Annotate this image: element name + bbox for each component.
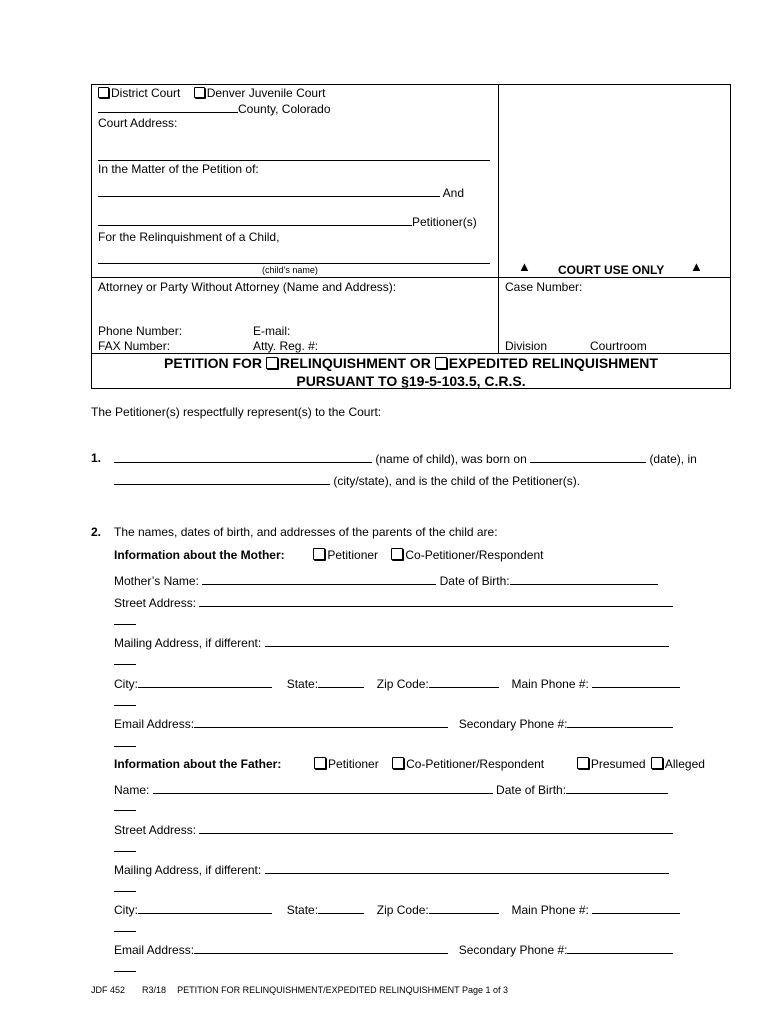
father-name-input[interactable] (153, 782, 493, 794)
father-city-input[interactable] (138, 902, 272, 914)
father-email-cont[interactable] (114, 971, 136, 972)
mother-heading: Information about the Mother: (114, 548, 285, 562)
phone-label: Phone Number: (98, 324, 183, 338)
date-in-label: (date), in (649, 452, 697, 466)
father-street-row (114, 822, 673, 837)
father-state-input[interactable] (318, 902, 364, 914)
father-street-input[interactable] (199, 822, 673, 834)
attorney-label: Attorney or Party Without Attorney (Name and Address): (98, 280, 397, 294)
footer-title: PETITION FOR RELINQUISHMENT/EXPEDITED RELINQUISHMENT (177, 985, 460, 995)
father-street-cont[interactable] (114, 851, 136, 852)
mother-copetitioner-label: Co-Petitioner/Respondent (405, 548, 544, 562)
county-label: County, Colorado (238, 102, 331, 116)
district-court-label: District Court (111, 86, 181, 100)
mother-city-row (114, 676, 680, 691)
father-petitioner-label: Petitioner (328, 757, 379, 771)
mother-email-cont[interactable] (114, 746, 136, 747)
petitioner-2-field[interactable] (98, 214, 412, 226)
father-mailing-input[interactable] (265, 862, 669, 874)
mother-street-row (114, 595, 673, 610)
address-rule (98, 160, 490, 161)
item-1-line1 (114, 451, 697, 466)
father-zip-label: Zip Code: (376, 903, 429, 917)
case-number-label: Case Number: (505, 280, 583, 294)
fax-label: FAX Number: (98, 339, 171, 353)
mother-copetitioner-checkbox[interactable] (391, 548, 403, 560)
caption-rule-1 (91, 277, 731, 278)
mother-name-row (114, 573, 658, 588)
father-dob-label: Date of Birth: (496, 783, 567, 797)
and-line (98, 185, 464, 200)
denver-juvenile-label: Denver Juvenile Court (206, 86, 326, 100)
district-court-checkbox[interactable] (98, 87, 109, 98)
mother-mailing-row (114, 635, 669, 650)
father-email-row (114, 942, 673, 957)
atty-reg-label: Atty. Reg. #: (253, 339, 319, 353)
father-heading: Information about the Father: (114, 757, 282, 771)
mother-state-label: State: (286, 677, 319, 691)
child-name-field[interactable] (98, 263, 490, 264)
relinquishment-checkbox[interactable] (266, 357, 278, 369)
petitioners-label: Petitioner(s) (412, 215, 477, 229)
father-name-cont[interactable] (114, 810, 136, 811)
item-1-line2 (114, 473, 580, 488)
petitioner-1-field[interactable] (98, 185, 440, 197)
mother-mailing-input[interactable] (265, 635, 669, 647)
footer (91, 985, 508, 995)
father-heading-row (114, 757, 705, 771)
intro-text: The Petitioner(s) respectfully represent(s) to the Court: (91, 405, 382, 419)
mother-email-label: Email Address: (114, 717, 195, 731)
mothers-name-input[interactable] (202, 573, 436, 585)
court-options (98, 86, 325, 100)
mother-street-label: Street Address: (114, 596, 197, 610)
mother-petitioner-label: Petitioner (327, 548, 379, 562)
matter-label: In the Matter of the Petition of: (98, 162, 259, 176)
father-name-label: Name: (114, 783, 150, 797)
petitioners-line (98, 214, 477, 229)
father-secondary-input[interactable] (567, 942, 673, 954)
birth-city-input[interactable] (114, 473, 330, 485)
division-label: Division (505, 339, 548, 353)
mother-mailing-cont[interactable] (114, 664, 136, 665)
court-address-label: Court Address: (98, 116, 178, 130)
father-secondary-label: Secondary Phone #: (458, 943, 568, 957)
email-label: E-mail: (253, 324, 291, 338)
denver-juvenile-checkbox[interactable] (194, 87, 205, 98)
relinquishment-label: For the Relinquishment of a Child, (98, 230, 280, 244)
mother-heading-row (114, 548, 543, 562)
father-name-row (114, 782, 668, 797)
childs-name-caption: (child’s name) (262, 265, 318, 275)
mother-zip-input[interactable] (429, 676, 499, 688)
triangle-left-icon: ▲ (518, 259, 531, 274)
form-title-line2: PURSUANT TO §19-5-103.5, C.R.S. (296, 373, 526, 389)
mother-secondary-label: Secondary Phone #: (458, 717, 568, 731)
mother-city-input[interactable] (138, 676, 272, 688)
title-part-b: RELINQUISHMENT OR (279, 355, 435, 371)
footer-revision: R3/18 (142, 985, 167, 995)
father-copetitioner-label: Co-Petitioner/Respondent (406, 757, 545, 771)
mothers-name-label: Mother’s Name: (114, 574, 199, 588)
mother-dob-input[interactable] (510, 573, 658, 585)
title-part-c: EXPEDITED RELINQUISHMENT (448, 355, 658, 371)
item-2-intro: The names, dates of birth, and addresses of the parents of the child are: (114, 525, 498, 539)
father-state-label: State: (286, 903, 319, 917)
mother-mailing-label: Mailing Address, if different: (114, 636, 262, 650)
father-mailing-label: Mailing Address, if different: (114, 863, 262, 877)
father-zip-input[interactable] (429, 902, 499, 914)
footer-form-number: JDF 452 (91, 985, 126, 995)
birth-date-input[interactable] (530, 451, 646, 463)
mother-city-label: City: (114, 677, 138, 691)
mother-city-cont[interactable] (114, 705, 136, 706)
mother-petitioner-checkbox[interactable] (313, 548, 325, 560)
item-2-number: 2. (91, 525, 102, 539)
father-dob-input[interactable] (566, 782, 668, 794)
father-street-label: Street Address: (114, 823, 197, 837)
city-state-label: (city/state), and is the child of the Petitioner(s). (333, 474, 581, 488)
footer-page: Page 1 of 3 (462, 985, 509, 995)
mother-dob-label: Date of Birth: (439, 574, 510, 588)
child-name-input[interactable] (114, 451, 372, 463)
mother-street-cont[interactable] (114, 624, 136, 625)
father-city-label: City: (114, 903, 138, 917)
father-mailing-row (114, 862, 669, 877)
triangle-right-icon: ▲ (690, 259, 703, 274)
alleged-label: Alleged (664, 757, 705, 771)
father-phone-input[interactable] (592, 902, 680, 914)
mother-secondary-input[interactable] (567, 716, 673, 728)
mother-phone-label: Main Phone #: (511, 677, 589, 691)
name-of-child-label: (name of child), was born on (375, 452, 527, 466)
mother-street-input[interactable] (199, 595, 673, 607)
court-use-only: COURT USE ONLY (558, 263, 665, 277)
father-petitioner-checkbox[interactable] (314, 757, 326, 769)
form-title-line1 (91, 355, 731, 371)
courtroom-label: Courtroom (590, 339, 647, 353)
father-email-input[interactable] (194, 942, 448, 954)
expedited-checkbox[interactable] (435, 357, 447, 369)
father-mailing-cont[interactable] (114, 891, 136, 892)
caption-divider (498, 84, 499, 354)
county-field[interactable] (98, 101, 238, 113)
father-email-label: Email Address: (114, 943, 195, 957)
father-copetitioner-checkbox[interactable] (392, 757, 404, 769)
mother-zip-label: Zip Code: (376, 677, 429, 691)
mother-email-row (114, 716, 673, 731)
item-1-number: 1. (91, 451, 102, 465)
and-label: And (442, 186, 465, 200)
caption-rule-2 (91, 353, 731, 354)
presumed-checkbox[interactable] (577, 757, 589, 769)
mother-email-input[interactable] (194, 716, 448, 728)
county-line (98, 101, 331, 116)
mother-phone-input[interactable] (592, 676, 680, 688)
father-phone-label: Main Phone #: (511, 903, 589, 917)
title-part-a: PETITION FOR (164, 355, 266, 371)
presumed-label: Presumed (590, 757, 646, 771)
mother-state-input[interactable] (318, 676, 364, 688)
father-city-row (114, 902, 680, 917)
alleged-checkbox[interactable] (651, 757, 663, 769)
father-city-cont[interactable] (114, 931, 136, 932)
